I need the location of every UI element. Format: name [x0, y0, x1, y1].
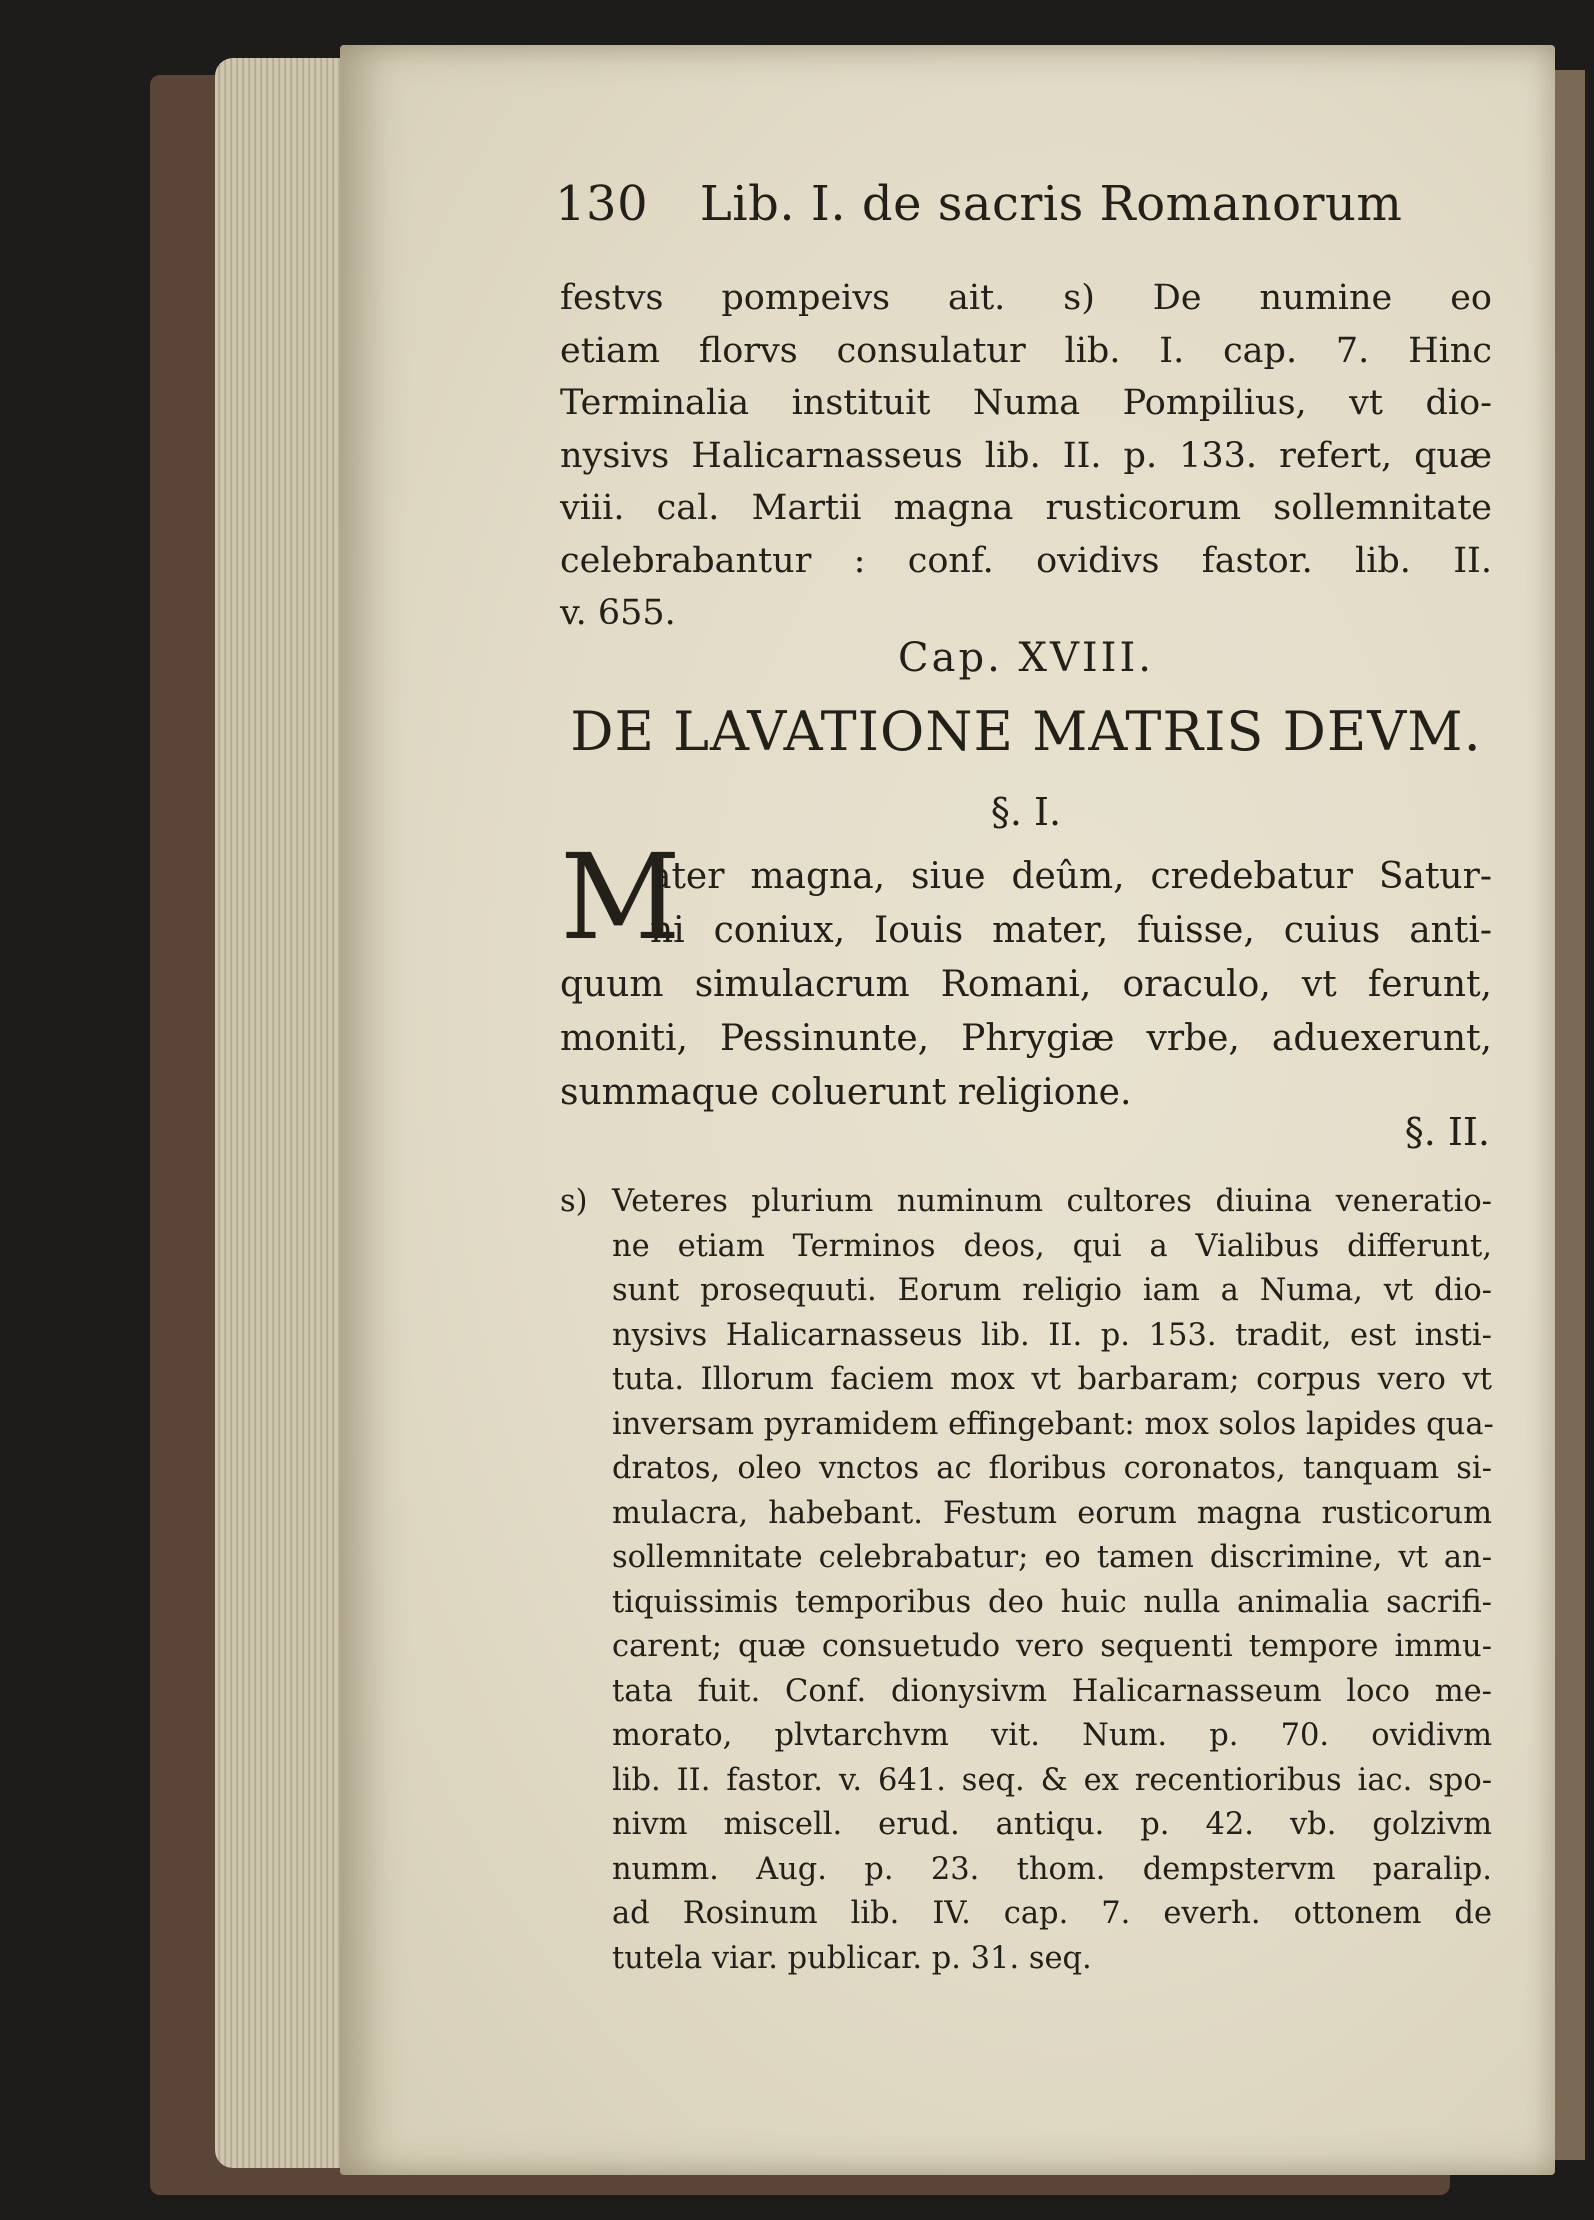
footnote-line: dratos, oleo vnctos ac floribus coronatos, tanquam si-: [612, 1451, 1492, 1486]
running-title: Lib. I. de sacris Romanorum: [699, 176, 1403, 232]
text-line: v. 655.: [560, 593, 676, 633]
footnote-line: tutela viar. publicar. p. 31. seq.: [612, 1940, 1092, 1976]
footnote-line: mulacra, habebant. Festum eorum magna rusticorum: [612, 1495, 1492, 1531]
footnote-line: lib. II. fastor. v. 641. seq. & ex recentioribus iac. spo-: [612, 1762, 1492, 1798]
running-header: [555, 176, 1495, 232]
text-line: summaque coluerunt religione.: [560, 1072, 1132, 1113]
drop-capital: M: [560, 828, 681, 966]
footnote-line: inversam pyramidem effingebant: mox solos lapides qua-: [612, 1406, 1494, 1442]
footnote-line: morato, plvtarchvm vit. Num. p. 70. ovidivm: [612, 1718, 1492, 1753]
text-line: etiam florvs consulatur lib. I. cap. 7. Hinc: [560, 330, 1492, 371]
footnote-line: nysivs Halicarnasseus lib. II. p. 153. tradit, est insti-: [612, 1317, 1492, 1353]
text-line: celebrabantur : conf. ovidivs fastor. lib. II.: [560, 540, 1492, 581]
footnote-marker: s): [560, 1184, 588, 1219]
footnote-line: tuta. Illorum faciem mox vt barbaram; corpus vero vt: [612, 1362, 1492, 1397]
footnote-line: ne etiam Terminos deos, qui a Vialibus differunt,: [612, 1228, 1492, 1264]
footnote-line: nivm miscell. erud. antiqu. p. 42. vb. golzivm: [612, 1807, 1492, 1842]
section-1-paragraph: [560, 850, 1492, 1120]
text-line: moniti, Pessinunte, Phrygiæ vrbe, aduexerunt,: [560, 1018, 1492, 1059]
text-line: festvs pompeivs ait. s) De numine eo: [560, 278, 1492, 318]
page-number: 130: [555, 176, 649, 232]
text-line: ater magna, siue deûm, credebatur Satur-: [650, 856, 1492, 897]
text-line: quum simulacrum Romani, oraculo, vt ferunt,: [560, 964, 1492, 1005]
footnote-line: ad Rosinum lib. IV. cap. 7. everh. ottonem de: [612, 1896, 1492, 1931]
text-line: nysivs Halicarnasseus lib. II. p. 133. refert, quæ: [560, 435, 1492, 476]
footnote-line: tata fuit. Conf. dionysivm Halicarnasseum loco me-: [612, 1673, 1492, 1709]
footnote-line: sollemnitate celebrabatur; eo tamen discrimine, vt an-: [612, 1540, 1492, 1575]
footnote-line: Veteres plurium numinum cultores diuina veneratio-: [612, 1184, 1492, 1219]
footnote-line: sunt prosequuti. Eorum religio iam a Numa, vt dio-: [612, 1273, 1492, 1308]
footnote-line: carent; quæ consuetudo vero sequenti tempore immu-: [612, 1629, 1492, 1664]
text-line: ni coniux, Iouis mater, fuisse, cuius anti-: [650, 910, 1492, 951]
chapter-title: DE LAVATIONE MATRIS DEVM.: [570, 700, 1482, 763]
intro-paragraph: [560, 272, 1492, 640]
section-heading: §. II.: [1404, 1110, 1490, 1154]
section-heading: §. I.: [990, 790, 1062, 834]
text-line: Terminalia instituit Numa Pompilius, vt dio-: [560, 383, 1492, 423]
facing-page-edge: [1555, 70, 1585, 2160]
footnote: [560, 1180, 1492, 1981]
text-line: viii. cal. Martii magna rusticorum sollemnitate: [560, 488, 1492, 528]
footnote-line: tiquissimis temporibus deo huic nulla animalia sacrifi-: [612, 1584, 1492, 1620]
chapter-number: Cap. XVIII.: [898, 635, 1154, 681]
footnote-line: numm. Aug. p. 23. thom. dempstervm paralip.: [612, 1851, 1492, 1887]
